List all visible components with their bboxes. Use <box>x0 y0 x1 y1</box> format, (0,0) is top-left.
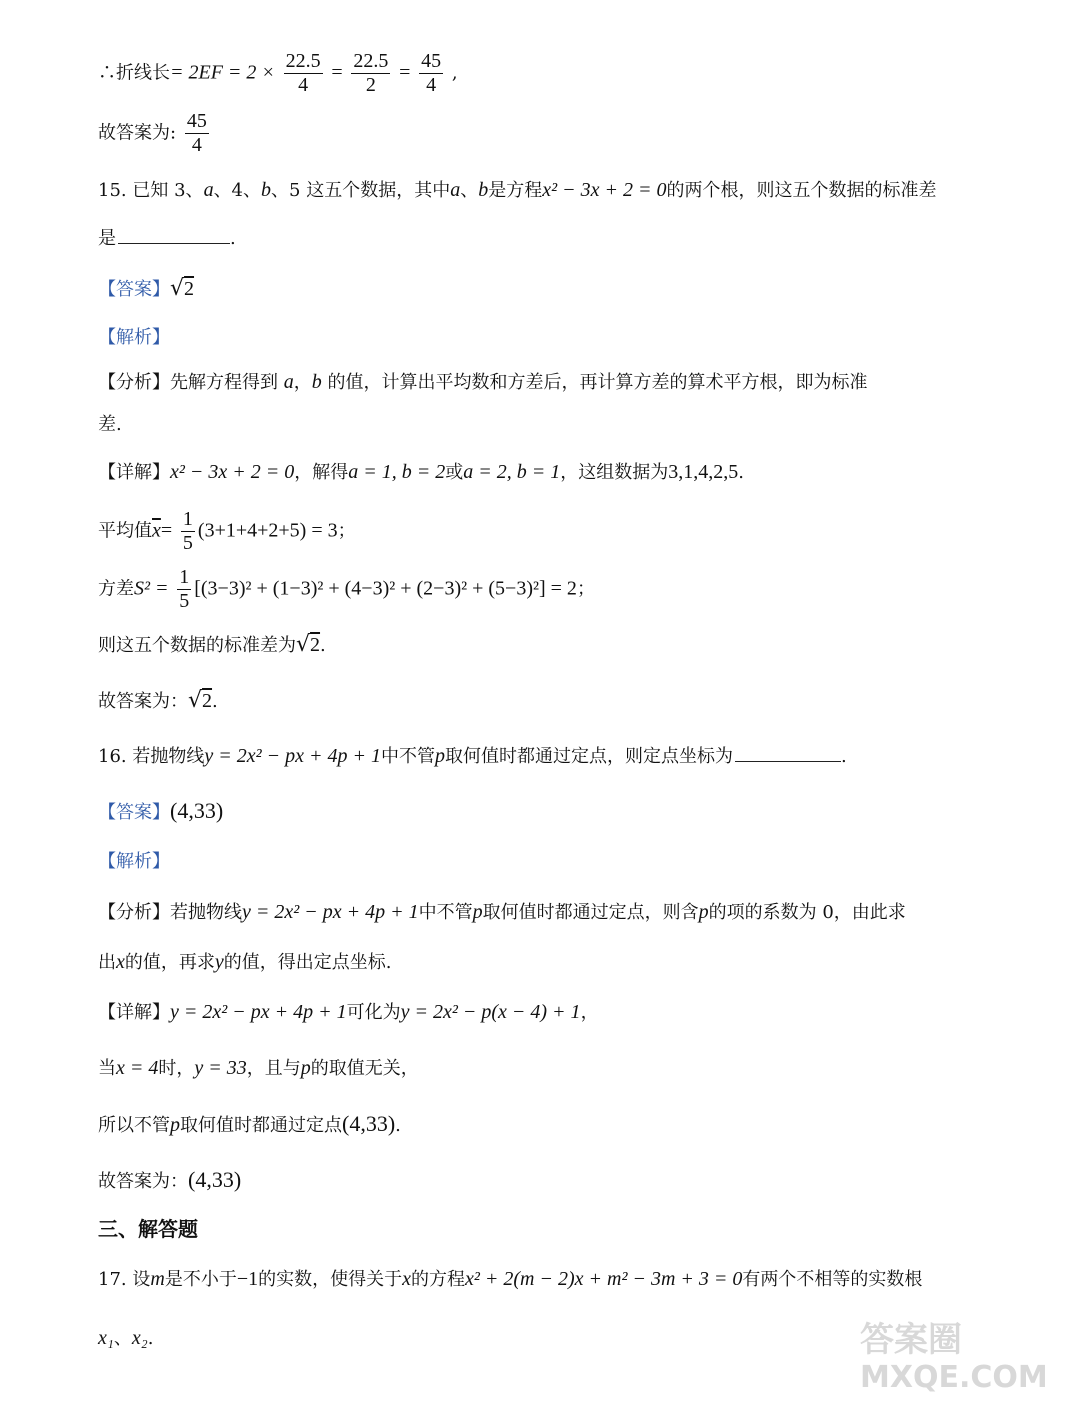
mean-line: 平均值$\overline{x}=$ $\frac{1}{5}$ (3+1+4+2+5) = 3； <box>98 508 356 554</box>
answer-15b: 故答案为：√2. <box>98 688 218 713</box>
analysis-15-cont: 差. <box>98 414 122 435</box>
fold-line-length: ∴折线长= 2EF = 2 × $\frac{22.5}{4}$ = $\frac{22.5}{2}$ = $\frac{45}{4}$ , <box>98 50 458 96</box>
question-15-cont: 是 . <box>98 228 236 249</box>
question-16: 16. 若抛物线y = 2x² − px + 4p + 1中不管p取何值时都通过定点，则定点坐标为 . <box>98 745 847 767</box>
variance-line: 方差S² = $\frac{1}{5}$ [(3−3)² + (1−3)² + (4−3)² + (2−3)² + (5−3)²] = 2； <box>98 566 595 612</box>
analysis-label: 【解析】 <box>98 327 170 348</box>
fraction: $\frac{45}{4}$ <box>421 50 442 96</box>
watermark-logo: 答案圈 MXQE.COM <box>860 1320 1048 1395</box>
std-line: 则这五个数据的标准差为√2. <box>98 632 326 657</box>
answer-16b: 故答案为：(4,33) <box>98 1167 242 1192</box>
question-17-cont: x₁、x₂. <box>98 1327 154 1349</box>
answer-15: 【答案】√2 <box>98 276 195 301</box>
fraction: $\frac{1}{5}$ <box>179 566 190 612</box>
analysis-16: 【分析】若抛物线y = 2x² − px + 4p + 1中不管p取何值时都通过定点，则含p的项的系数为 0，由此求 <box>98 901 906 923</box>
detail-15: 【详解】x² − 3x + 2 = 0，解得a = 1, b = 2或a = 2, b = 1，这组数据为3,1,4,2,5. <box>98 461 744 483</box>
answer-line: 故答案为: $\frac{45}{4}$ <box>98 110 207 156</box>
so-line: 所以不管p取何值时都通过定点(4,33). <box>98 1111 401 1136</box>
analysis-15: 【分析】先解方程得到 a，b 的值，计算出平均数和方差后，再计算方差的算术平方根，即为标准 <box>98 371 868 393</box>
sqrt-symbol: √ <box>170 276 185 301</box>
analysis-label: 【解析】 <box>98 851 170 872</box>
question-15: 15. 已知 3、a、4、b、5 这五个数据，其中a、b是方程x² − 3x + 2 = 0的两个根，则这五个数据的标准差 <box>98 179 937 201</box>
answer-blank <box>735 760 841 762</box>
fraction: $\frac{1}{5}$ <box>182 508 193 554</box>
fraction: $\frac{22.5}{4}$ <box>285 50 321 96</box>
analysis-16-cont: 出x的值，再求y的值，得出定点坐标. <box>98 951 392 973</box>
answer-16: 【答案】(4,33) <box>98 798 224 823</box>
section-heading: 三、解答题 <box>98 1217 198 1241</box>
detail-16: 【详解】y = 2x² − px + 4p + 1可化为y = 2x² − p(x − 4) + 1， <box>98 1001 599 1023</box>
fraction: $\frac{22.5}{2}$ <box>353 50 389 96</box>
when-line: 当x = 4时，y = 33，且与p的取值无关， <box>98 1057 419 1079</box>
question-17: 17. 设m是不小于−1的实数，使得关于x的方程x² + 2(m − 2)x + m² − 3m + 3 = 0有两个不相等的实数根 <box>98 1268 923 1290</box>
answer-blank <box>118 242 230 244</box>
fraction: $\frac{45}{4}$ <box>186 110 207 156</box>
